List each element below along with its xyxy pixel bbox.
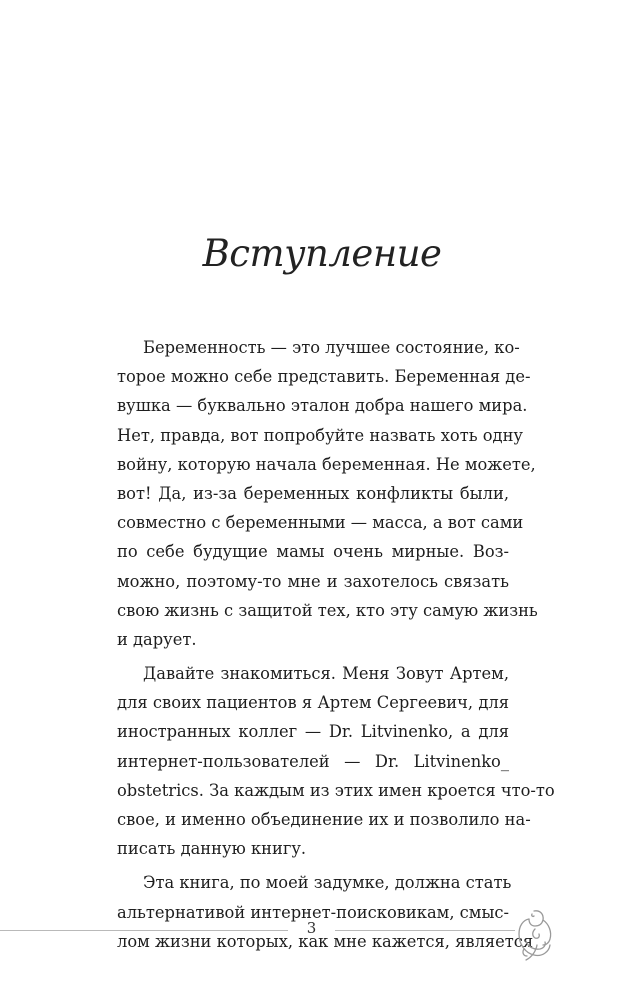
paragraph bbox=[117, 333, 538, 654]
text-line: для своих пациентов я Артем Сергеевич, для bbox=[117, 693, 509, 713]
footer-rule-left bbox=[0, 930, 288, 931]
text-line: можно, поэтому-то мне и захотелось связать bbox=[117, 571, 509, 591]
body-text bbox=[117, 333, 555, 956]
text-line: торое можно себе представить. Беременная де- bbox=[117, 367, 531, 387]
text-line: войну, которую начала беременная. Не можете, bbox=[117, 454, 536, 474]
footer-rule-right bbox=[335, 930, 515, 931]
chapter-title: Вступление bbox=[202, 232, 442, 275]
text-line: свое, и именно объединение их и позволило на- bbox=[117, 810, 531, 829]
paragraph bbox=[117, 659, 555, 863]
text-line: вушка — буквально эталон добра нашего мира. bbox=[117, 396, 528, 416]
text-line: свою жизнь с защитой тех, кто эту самую жизнь bbox=[117, 600, 538, 620]
text-line: по себе будущие мамы очень мирные. Воз- bbox=[117, 542, 509, 562]
text-line: совместно с беременными — масса, а вот сами bbox=[117, 513, 524, 533]
text-line: иностранных коллег — Dr. Litvinenko, а для bbox=[117, 722, 509, 742]
text-line: Давайте знакомиться. Меня Зовут Артем, bbox=[143, 664, 509, 684]
text-line: obstetrics. За каждым из этих имен кроется что-то bbox=[117, 780, 555, 800]
text-line: и дарует. bbox=[117, 629, 197, 649]
page-number: 3 bbox=[306, 919, 317, 937]
text-line: вот! Да, из-за беременных конфликты были, bbox=[117, 483, 509, 503]
text-line: Нет, правда, вот попробуйте назвать хоть одну bbox=[117, 425, 523, 445]
baby-silhouette-icon bbox=[512, 905, 558, 963]
text-line: Беременность — это лучшее состояние, ко- bbox=[143, 338, 520, 357]
text-line: Эта книга, по моей задумке, должна стать bbox=[143, 873, 512, 893]
text-line: интернет-пользователей — Dr. Litvinenko_ bbox=[117, 751, 509, 771]
text-line: писать данную книгу. bbox=[117, 839, 307, 859]
paragraph bbox=[117, 868, 534, 956]
text-line: лом жизни которых, как мне кажется, является bbox=[117, 931, 534, 951]
text-line: альтернативой интернет-поисковикам, смыс- bbox=[117, 902, 510, 922]
